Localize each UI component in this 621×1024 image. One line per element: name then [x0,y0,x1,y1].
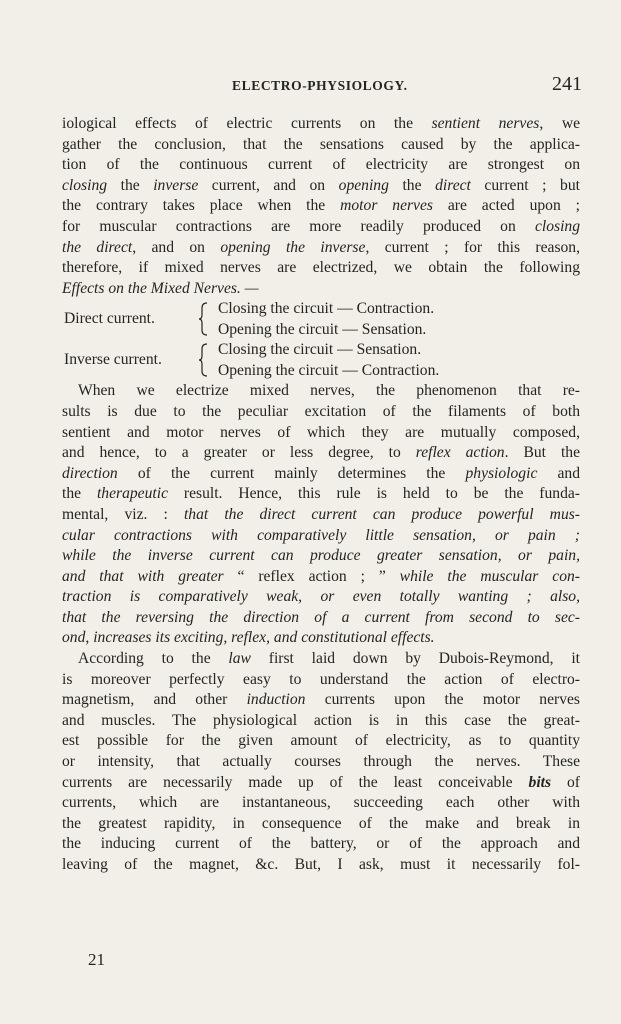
subheading-mixed-nerves: Effects on the Mixed Nerves. — [62,279,259,297]
running-title: ELECTRO-PHYSIOLOGY. [232,78,408,93]
text-line: the greatest rapidity, in consequence of the make and break in [62,814,580,832]
inverse-current-group [62,340,580,381]
paragraph-2 [62,381,580,649]
text-line: ond, increases its exciting, reflex, and constitutional effects. [62,629,435,647]
text-line: magnetism, and other induction currents upon the motor nerves [62,691,580,709]
text-line: sults is due to the peculiar excitation of the filaments of both [62,402,580,420]
text-line: traction is comparatively weak, or even totally wanting ; also, [62,588,580,606]
text-line: gather the conclusion, that the sensations caused by the applica- [62,135,580,153]
text-line: iological effects of electric currents on the sentient nerves, we [62,115,580,132]
effect-item: Closing the circuit — Sensation. [218,341,422,359]
inverse-current-label: Inverse current. [64,351,162,369]
paragraph-3 [62,649,580,876]
brace-icon [198,343,208,377]
text-line: currents are necessarily made up of the least conceivable bits of [62,773,581,791]
text-line: and muscles. The physiological action is in this case the great- [62,711,580,729]
direct-current-label: Direct current. [64,310,155,328]
effect-item: Closing the circuit — Contraction. [218,300,435,318]
text-line: According to the law first laid down by Dubois-Reymond, it [78,650,580,668]
direct-current-effects [218,299,434,340]
text-line: is moreover perfectly easy to understand the action of electro- [62,670,580,688]
text-line: and hence, to a greater or less degree, to reflex action. But the [62,444,580,462]
direct-current-group [62,299,580,340]
text-line: for muscular contractions are more readily produced on closing [62,217,580,235]
text-line: direction of the current mainly determines the physiologic and [62,464,580,482]
effect-item: Opening the circuit — Sensation. [218,320,427,338]
text-line: while the inverse current can produce greater sensation, or pain, [62,547,580,565]
text-line: that the reversing the direction of a current from second to sec- [62,608,580,626]
page-body [62,114,580,876]
text-line: the therapeutic result. Hence, this rule is held to be the funda- [62,485,580,503]
paragraph-1 [62,114,580,279]
inverse-current-effects [218,340,439,381]
text-line: the direct, and on opening the inverse, current ; for this reason, [62,238,581,256]
page-header [62,74,582,98]
text-line: the inducing current of the battery, or of the approach and [62,835,580,853]
signature-mark: 21 [88,950,105,969]
text-line: the contrary takes place when the motor nerves are acted upon ; [62,197,581,215]
text-line: tion of the continuous current of electricity are strongest on [62,156,580,174]
brace-icon [198,302,208,336]
text-line: When we electrize mixed nerves, the phenomenon that re- [78,382,580,400]
text-line: mental, viz. : that the direct current can produce powerful mus- [62,505,580,523]
text-line: or intensity, that actually courses through the nerves. These [62,753,580,771]
text-line: sentient and motor nerves of which they are mutually composed, [62,423,580,441]
text-line: cular contractions with comparatively little sensation, or pain ; [62,526,580,544]
effect-item: Opening the circuit — Contraction. [218,361,440,379]
page-number: 241 [552,73,582,95]
text-line: closing the inverse current, and on opening the direct current ; but [62,176,580,194]
text-line: currents, which are instantaneous, succeeding each other with [62,794,580,812]
text-line: leaving of the magnet, &c. But, I ask, must it necessarily fol- [62,856,580,873]
text-line: therefore, if mixed nerves are electrized, we obtain the following [62,259,580,277]
text-line: and that with greater “ reflex action ; ” while the muscular con- [62,567,580,585]
text-line: est possible for the given amount of electricity, as to quantity [62,732,580,750]
